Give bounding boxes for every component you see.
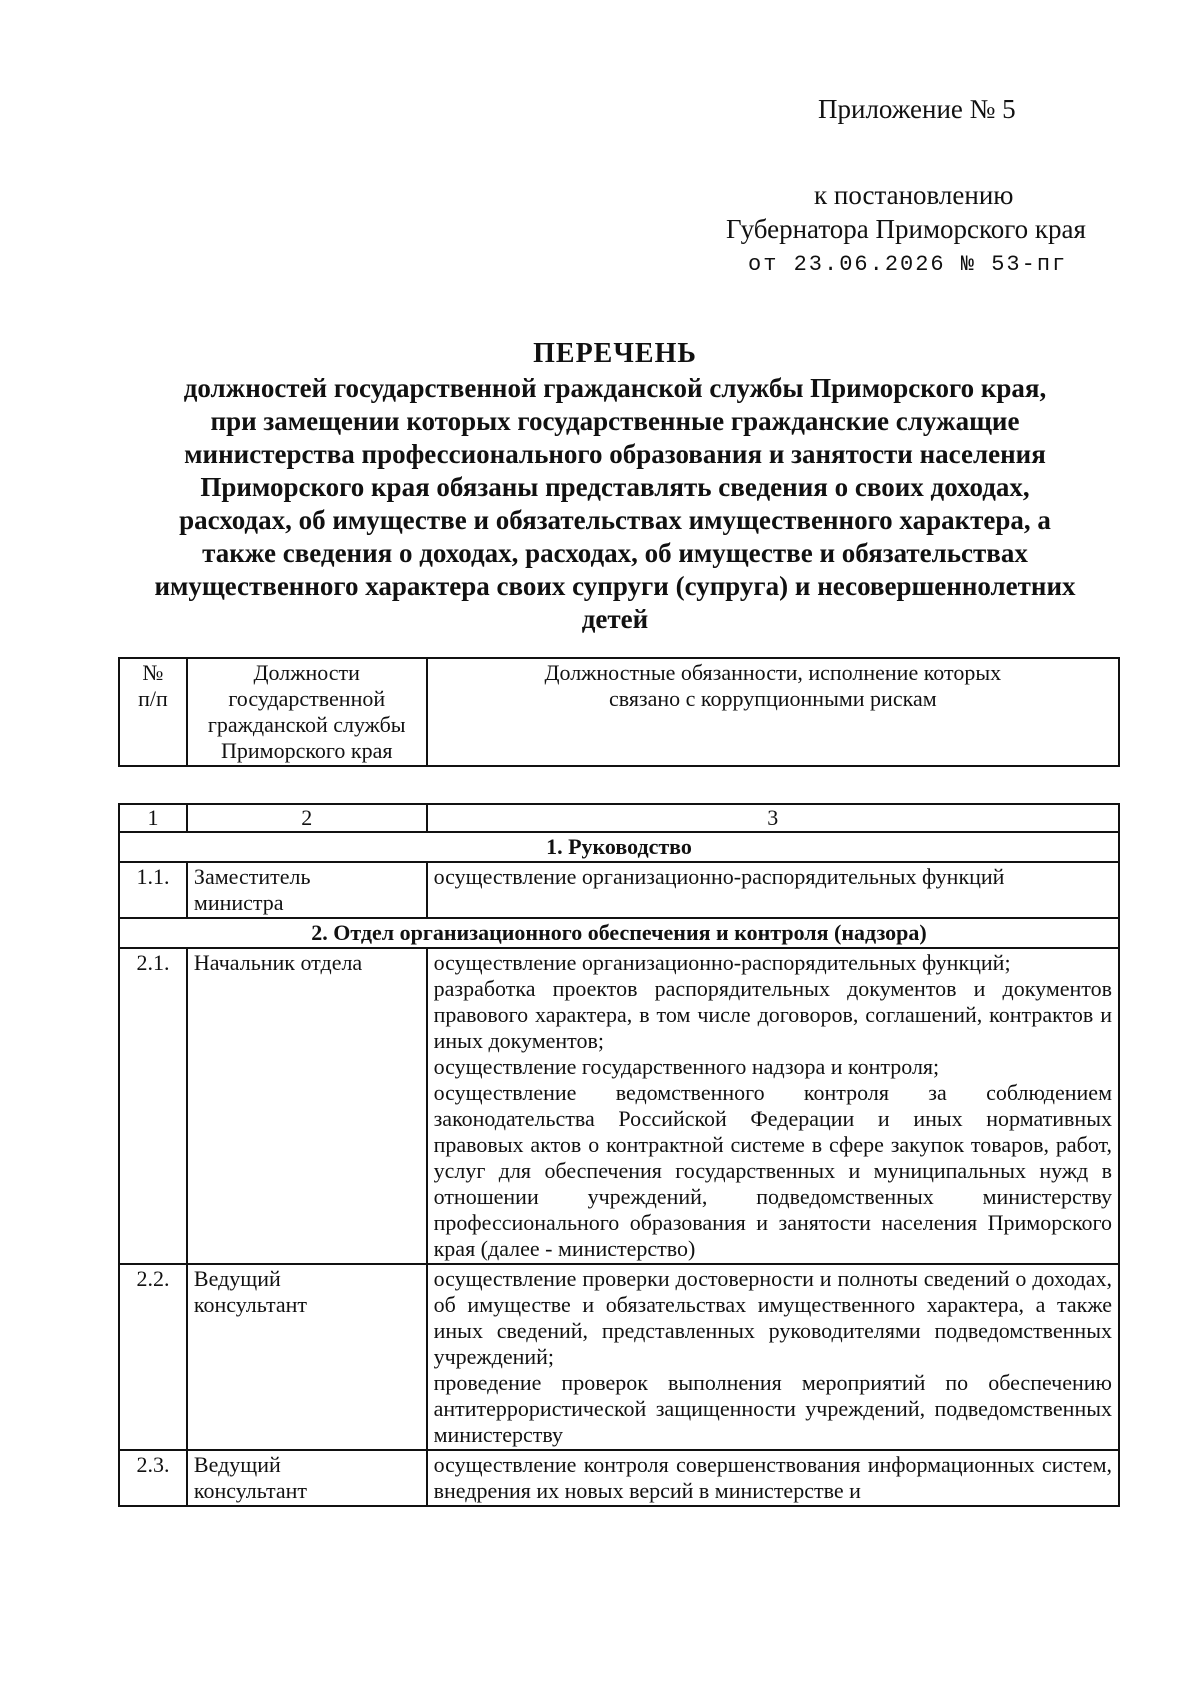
column-number: 1	[119, 804, 187, 832]
header-row	[119, 658, 1119, 766]
document-title	[110, 336, 1120, 636]
table-header	[118, 657, 1120, 767]
row-position	[187, 862, 427, 918]
section-row	[119, 832, 1119, 862]
row-duties	[427, 948, 1119, 1264]
row-duties	[427, 1264, 1119, 1450]
column-number-row	[119, 804, 1119, 832]
duty-item: разработка проектов распорядительных документов и документов правового характера, в том числе договоров, соглашений, контрактов и иных документов;	[433, 976, 1112, 1053]
appendix-label: Приложение № 5	[818, 94, 1016, 124]
section-title: 2. Отдел организационного обеспечения и контроля (надзора)	[119, 918, 1119, 948]
row-position-text: Ведущий консультант	[193, 1266, 307, 1317]
duty-item: проведение проверок выполнения мероприятий по обеспечению антитеррористической защищенности учреждений, подведомственных министерству	[433, 1370, 1112, 1447]
row-number: 2.3.	[119, 1450, 187, 1506]
row-duties	[427, 862, 1119, 918]
section-row	[119, 918, 1119, 948]
column-number: 2	[187, 804, 427, 832]
table-row	[119, 862, 1119, 918]
title-line: имущественного характера своих супруги (супруга) и несовершеннолетних	[154, 571, 1076, 601]
duty-item: осуществление контроля совершенствования информационных систем, внедрения их новых версий в министерстве и	[433, 1452, 1112, 1503]
row-position-text: Заместитель министра	[193, 864, 311, 915]
title-line: министерства профессионального образования и занятости населения	[184, 439, 1046, 469]
row-position: Начальник отдела	[187, 948, 427, 1264]
header-col-position	[187, 658, 427, 766]
table-row	[119, 1264, 1119, 1450]
section-title: 1. Руководство	[119, 832, 1119, 862]
header-col-position-text: Должности государственной гражданской службы Приморского края	[207, 660, 406, 763]
row-position	[187, 1450, 427, 1506]
resolution-date: от 23.06.2026 № 53-пг	[748, 252, 1068, 277]
column-number: 3	[427, 804, 1119, 832]
title-line: также сведения о доходах, расходах, об имуществе и обязательствах	[202, 538, 1028, 568]
duty-item: осуществление государственного надзора и контроля;	[433, 1054, 940, 1079]
title-line: Приморского края обязаны представлять сведения о своих доходах,	[200, 472, 1030, 502]
title-line: расходах, об имуществе и обязательствах имущественного характера, а	[179, 505, 1051, 535]
title-line: детей	[581, 604, 649, 634]
row-number: 2.2.	[119, 1264, 187, 1450]
row-number: 2.1.	[119, 948, 187, 1264]
header-col-duties	[427, 658, 1119, 766]
duty-item: осуществление организационно-распорядительных функций	[433, 864, 1005, 889]
title-line: при замещении которых государственные гражданские служащие	[210, 406, 1020, 436]
header-col-number	[119, 658, 187, 766]
row-duties	[427, 1450, 1119, 1506]
title-main: ПЕРЕЧЕНЬ	[533, 338, 697, 369]
resolution-line-2: Губернатора Приморского края	[726, 214, 1086, 244]
resolution-reference	[726, 178, 1086, 282]
duty-item: осуществление проверки достоверности и полноты сведений о доходах, об имуществе и обязательствах имущественного характера, а также иных сведений, представленных руководителями подведомственных учреждений;	[433, 1266, 1112, 1369]
row-position	[187, 1264, 427, 1450]
duty-item: осуществление организационно-распорядительных функций;	[433, 950, 1011, 975]
resolution-line-1: к постановлению	[814, 180, 1014, 210]
row-position-text: Ведущий консультант	[193, 1452, 307, 1503]
header-col-number-text: № п/п	[138, 660, 168, 711]
table-row	[119, 1450, 1119, 1506]
row-number: 1.1.	[119, 862, 187, 918]
table-row	[119, 948, 1119, 1264]
header-col-duties-text: Должностные обязанности, исполнение которых связано с коррупционными рискам	[544, 660, 1002, 711]
positions-table	[118, 803, 1120, 1507]
title-line: должностей государственной гражданской службы Приморского края,	[183, 373, 1047, 403]
duty-item: осуществление ведомственного контроля за соблюдением законодательства Российской Федерации и иных нормативных правовых актов о контрактной системе в сфере закупок товаров, работ, услуг для обеспечения государственных и муниципальных нужд в отношении учреждений, подведомственных министерству профессионального образования и занятости населения Приморского края (далее - министерство)	[433, 1080, 1112, 1261]
